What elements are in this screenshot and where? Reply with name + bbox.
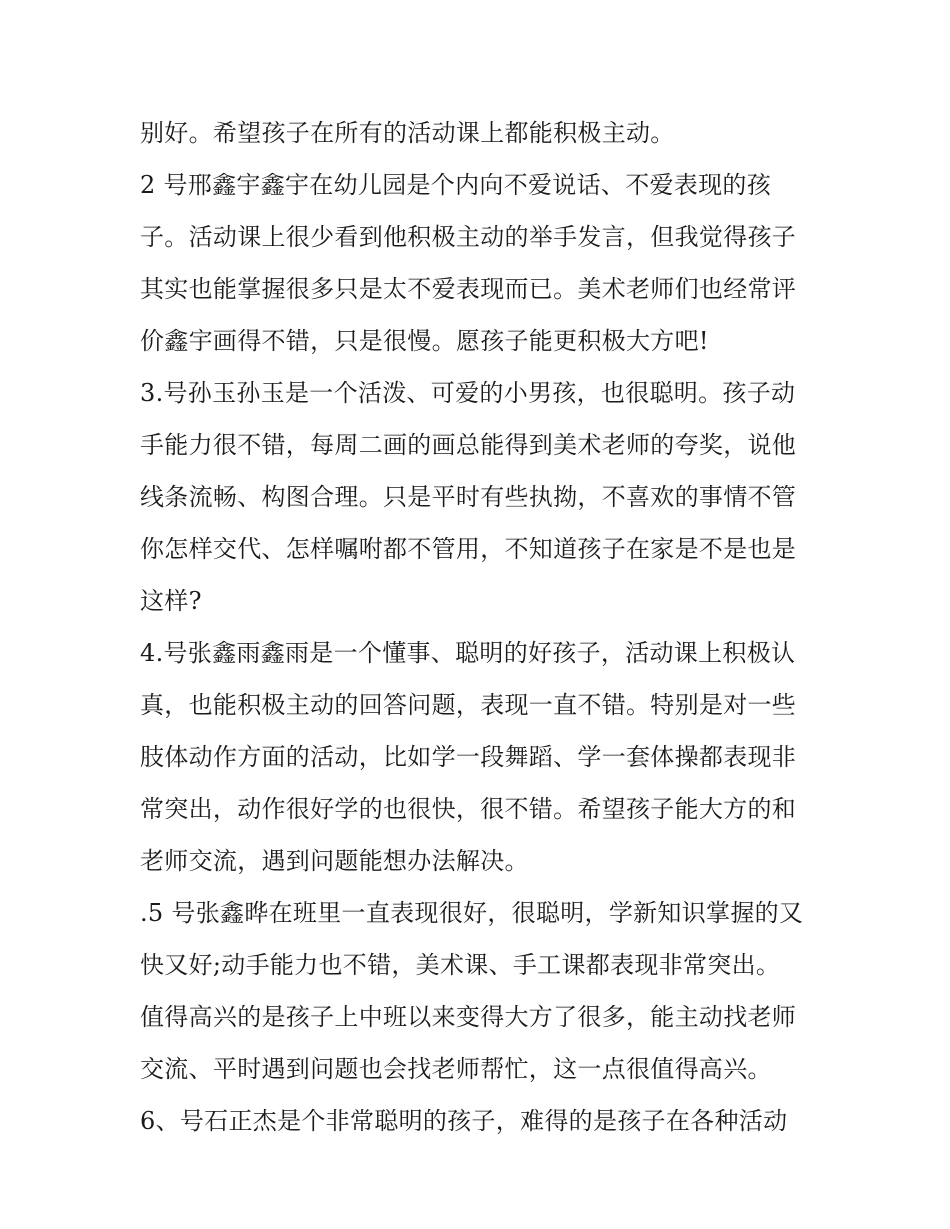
- text-line: 真，也能积极主动的回答问题，表现一直不错。特别是对一些: [140, 691, 797, 719]
- text-line: 3.号孙玉孙玉是一个活泼、可爱的小男孩，也很聪明。孩子动: [140, 379, 796, 407]
- text-line: 老师交流，遇到问题能想办法解决。: [140, 847, 529, 875]
- text-line: 你怎样交代、怎样嘱咐都不管用，不知道孩子在家是不是也是: [140, 535, 797, 563]
- text-line: 6、号石正杰是个非常聪明的孩子，难得的是孩子在各种活动: [140, 1107, 788, 1135]
- text-line: 2 号邢鑫宇鑫宇在幼儿园是个内向不爱说话、不爱表现的孩: [140, 171, 771, 199]
- text-line: .5 号张鑫晔在班里一直表现很好，很聪明，学新知识掌握的又: [140, 899, 804, 927]
- text-line: 值得高兴的是孩子上中班以来变得大方了很多，能主动找老师: [140, 1003, 797, 1031]
- text-line: 线条流畅、构图合理。只是平时有些执拗，不喜欢的事情不管: [140, 483, 797, 511]
- text-line: 4.号张鑫雨鑫雨是一个懂事、聪明的好孩子，活动课上积极认: [140, 639, 796, 667]
- text-line: 快又好;动手能力也不错，美术课、手工课都表现非常突出。: [140, 951, 781, 979]
- text-line: 其实也能掌握很多只是太不爱表现而已。美术老师们也经常评: [140, 275, 797, 303]
- text-line: 子。活动课上很少看到他积极主动的举手发言，但我觉得孩子: [140, 223, 797, 251]
- text-line: 交流、平时遇到问题也会找老师帮忙，这一点很值得高兴。: [140, 1055, 772, 1083]
- text-line: 这样?: [140, 587, 202, 615]
- text-line: 手能力很不错，每周二画的画总能得到美术老师的夸奖，说他: [140, 431, 797, 459]
- text-line: 常突出，动作很好学的也很快，很不错。希望孩子能大方的和: [140, 795, 797, 823]
- document-body: [140, 107, 820, 1147]
- text-line: 肢体动作方面的活动，比如学一段舞蹈、学一套体操都表现非: [140, 743, 797, 771]
- text-line: 价鑫宇画得不错，只是很慢。愿孩子能更积极大方吧!: [140, 327, 709, 355]
- text-line: 别好。希望孩子在所有的活动课上都能积极主动。: [140, 119, 675, 147]
